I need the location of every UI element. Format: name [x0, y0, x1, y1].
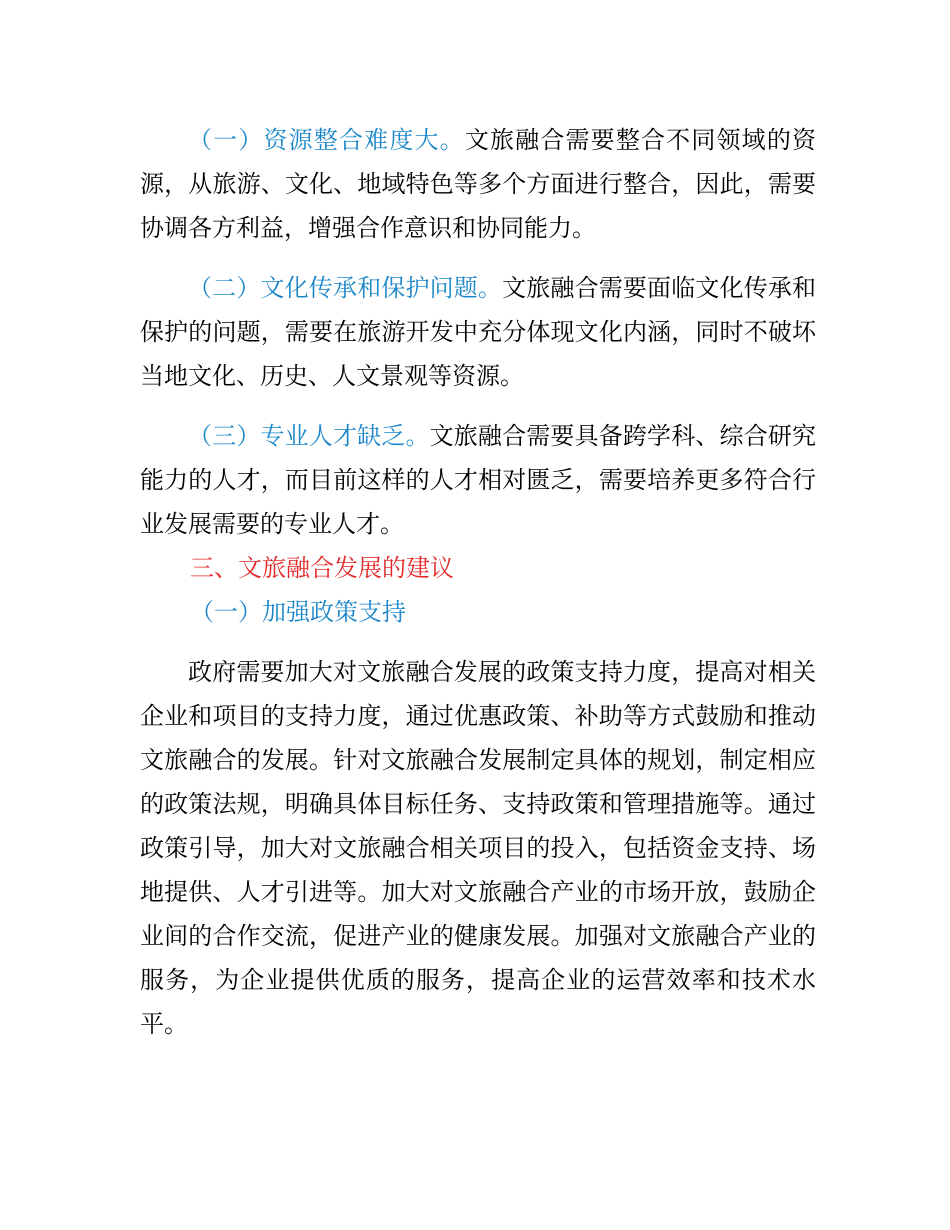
chapter-title: 三、文旅融合发展的建议 [190, 554, 454, 582]
paragraph-policy-support: 政府需要加大对文旅融合发展的政策支持力度，提高对相关企业和项目的支持力度，通过优惠政策、补助等方式鼓励和推动文旅融合的发展。针对文旅融合发展制定具体的规划，制定相应的政策法规，明确具体目标任务、支持政策和管理措施等。通过政策引导，加大对文旅融合相关项目的投入，包括资金支持、场地提供、人才引进等。加大对文旅融合产业的市场开放，鼓励企业间的合作交流，促进产业的健康发展。加强对文旅融合产业的服务，为企业提供优质的服务，提高企业的运营效率和技术水平。 [140, 658, 816, 1038]
chapter-subheading: （一）加强政策支持 [190, 598, 406, 626]
paragraph-heading: （二）文化传承和保护问题。 [188, 274, 503, 302]
paragraph-talent-shortage [140, 414, 816, 546]
paragraph-culture-protection [140, 266, 816, 398]
paragraph-resource-integration [140, 118, 816, 250]
paragraph-body: 文旅融合需要整合不同领域的资源，从旅游、文化、地域特色等多个方面进行整合，因此，需要协调各方利益，增强合作意识和协同能力。 [140, 126, 817, 242]
paragraph-body: 文旅融合需要面临文化传承和保护的问题，需要在旅游开发中充分体现文化内涵，同时不破坏当地文化、历史、人文景观等资源。 [140, 274, 817, 390]
paragraph-body: 文旅融合需要具备跨学科、综合研究能力的人才，而目前这样的人才相对匮乏，需要培养更多符合行业发展需要的专业人才。 [140, 422, 817, 538]
paragraph-heading: （一）资源整合难度大。 [188, 126, 465, 154]
paragraph-heading: （三）专业人才缺乏。 [188, 422, 430, 450]
document-page [140, 118, 816, 1046]
